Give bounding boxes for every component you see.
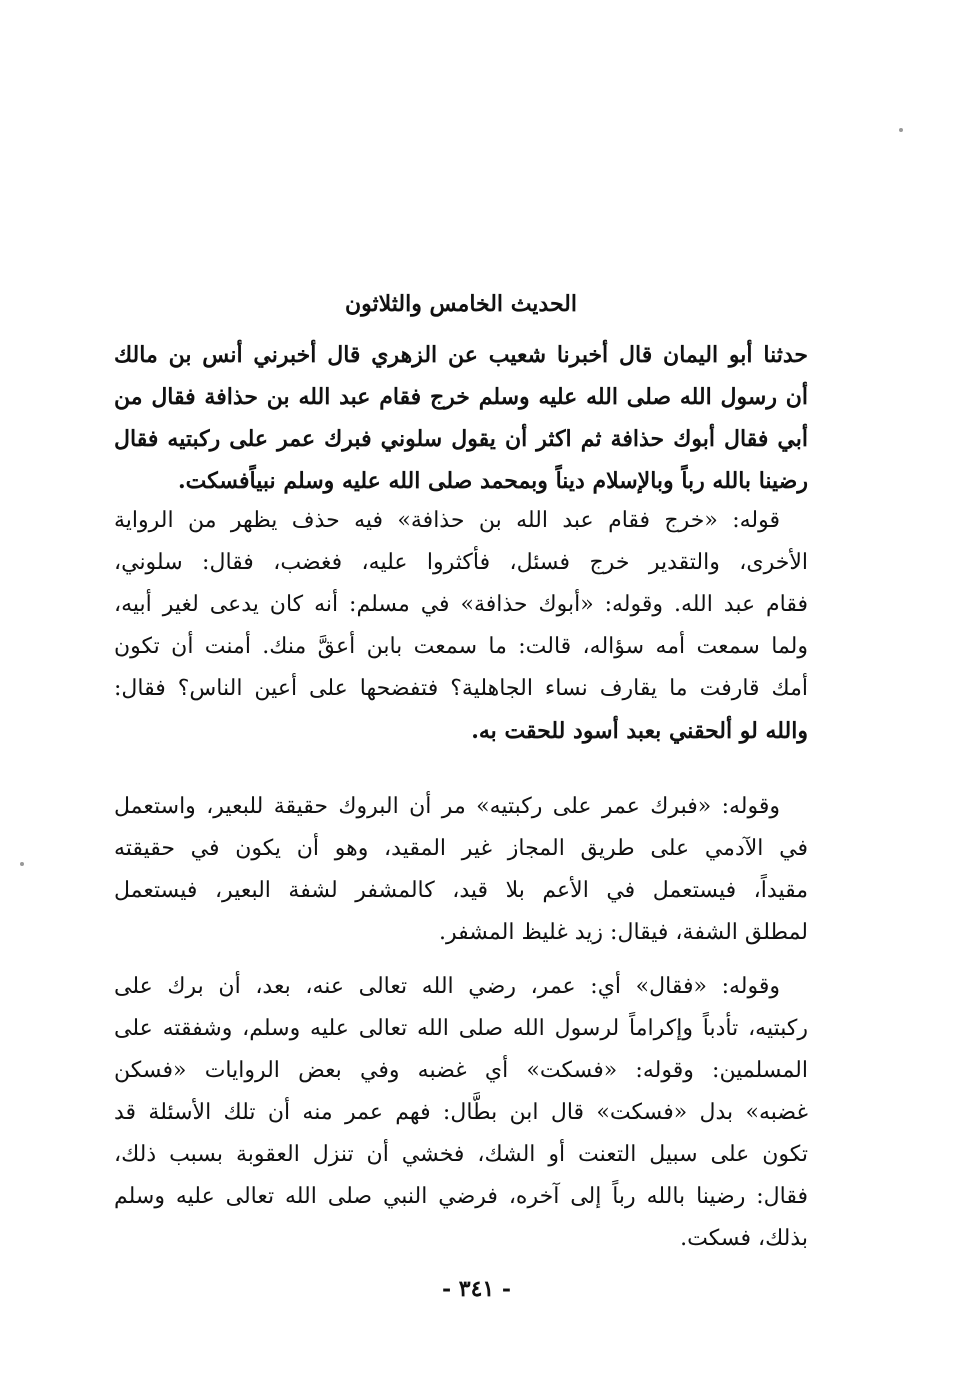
commentary-line: أمك قارفت ما يقارف نساء الجاهلية؟ فتفضحها على أعين الناس؟ فقال: [114,676,808,701]
commentary-line: الأخرى، والتقدير خرج فسئل، فأكثروا عليه، فغضب، فقال: سلوني، [114,550,808,575]
hadith-line: أن رسول الله صلى الله عليه وسلم خرج فقام عبد الله بن حذافة فقال من [114,384,808,410]
commentary-line: وقوله: «فبرك عمر على ركبتيه» مر أن البروك حقيقة للبعير، واستعمل [114,794,780,819]
commentary-line: بذلك، فسكت. [680,1226,808,1251]
hadith-line: رضينا بالله رباً وبالإسلام ديناً وبمحمد صلى الله عليه وسلم نبياًفسكت. [178,468,808,494]
commentary-line: غضبه» بدل «فسكت» قال ابن بطَّال: فهم عمر منه أن تلك الأسئلة قد [114,1100,808,1125]
hadith-heading: الحديث الخامس والثلاثون [344,291,577,317]
commentary-paragraph-1 [114,500,808,752]
commentary-line: ركبتيه، تأدباً وإكراماً لرسول الله صلى الله تعالى عليه وسلم، وشفقته على [114,1016,808,1041]
commentary-line: لمطلق الشفة، فيقال: زيد غليظ المشفر. [439,920,808,945]
commentary-paragraph-2 [114,786,808,954]
scan-speck-mark [899,128,903,132]
commentary-line: المسلمين: وقوله: «فسكت» أي غضبه وفي بعض الروايات «فسكن [114,1058,808,1083]
commentary-line: والله لو ألحقني بعبد أسود للحقت به. [471,718,808,744]
commentary-line: وقوله: «فقال» أي: عمر، رضي الله تعالى عنه، بعد، أن برك على [114,974,780,999]
scan-speck-mark [20,862,24,866]
hadith-line: حدثنا أبو اليمان قال أخبرنا شعيب عن الزهري قال أخبرني أنس بن مالك [114,342,808,368]
commentary-line: فقال: رضينا بالله رباً إلى آخره، فرضي النبي صلى الله تعالى عليه وسلم [114,1184,808,1209]
commentary-paragraph-3 [114,966,808,1260]
commentary-line: ولما سمعت أمه سؤاله، قالت: ما سمعت بابن أعقَّ منك. أمنت أن تكون [114,634,808,659]
commentary-line: قوله: «خرج فقام عبد الله بن حذافة» فيه حذف يظهر من الرواية [114,508,780,533]
commentary-line: فقام عبد الله. وقوله: «أبوك حذافة» في مسلم: أنه كان يدعى لغير أبيه، [114,592,808,617]
commentary-line: في الآدمي على طريق المجاز غير المقيد، وهو أن يكون في حقيقته [114,836,808,861]
page-number: - ٣٤١ - [441,1276,512,1302]
commentary-line: مقيداً، فيستعمل في الأعم بلا قيد، كالمشفر لشفة البعير، فيستعمل [114,878,808,903]
hadith-text [114,334,808,502]
commentary-line: تكون على سبيل التعنت أو الشك، فخشي أن تنزل العقوبة بسبب ذلك، [114,1142,808,1167]
hadith-line: أبي فقال أبوك حذافة ثم اكثر أن يقول سلوني فبرك عمر على ركبتيه فقال [114,426,808,452]
